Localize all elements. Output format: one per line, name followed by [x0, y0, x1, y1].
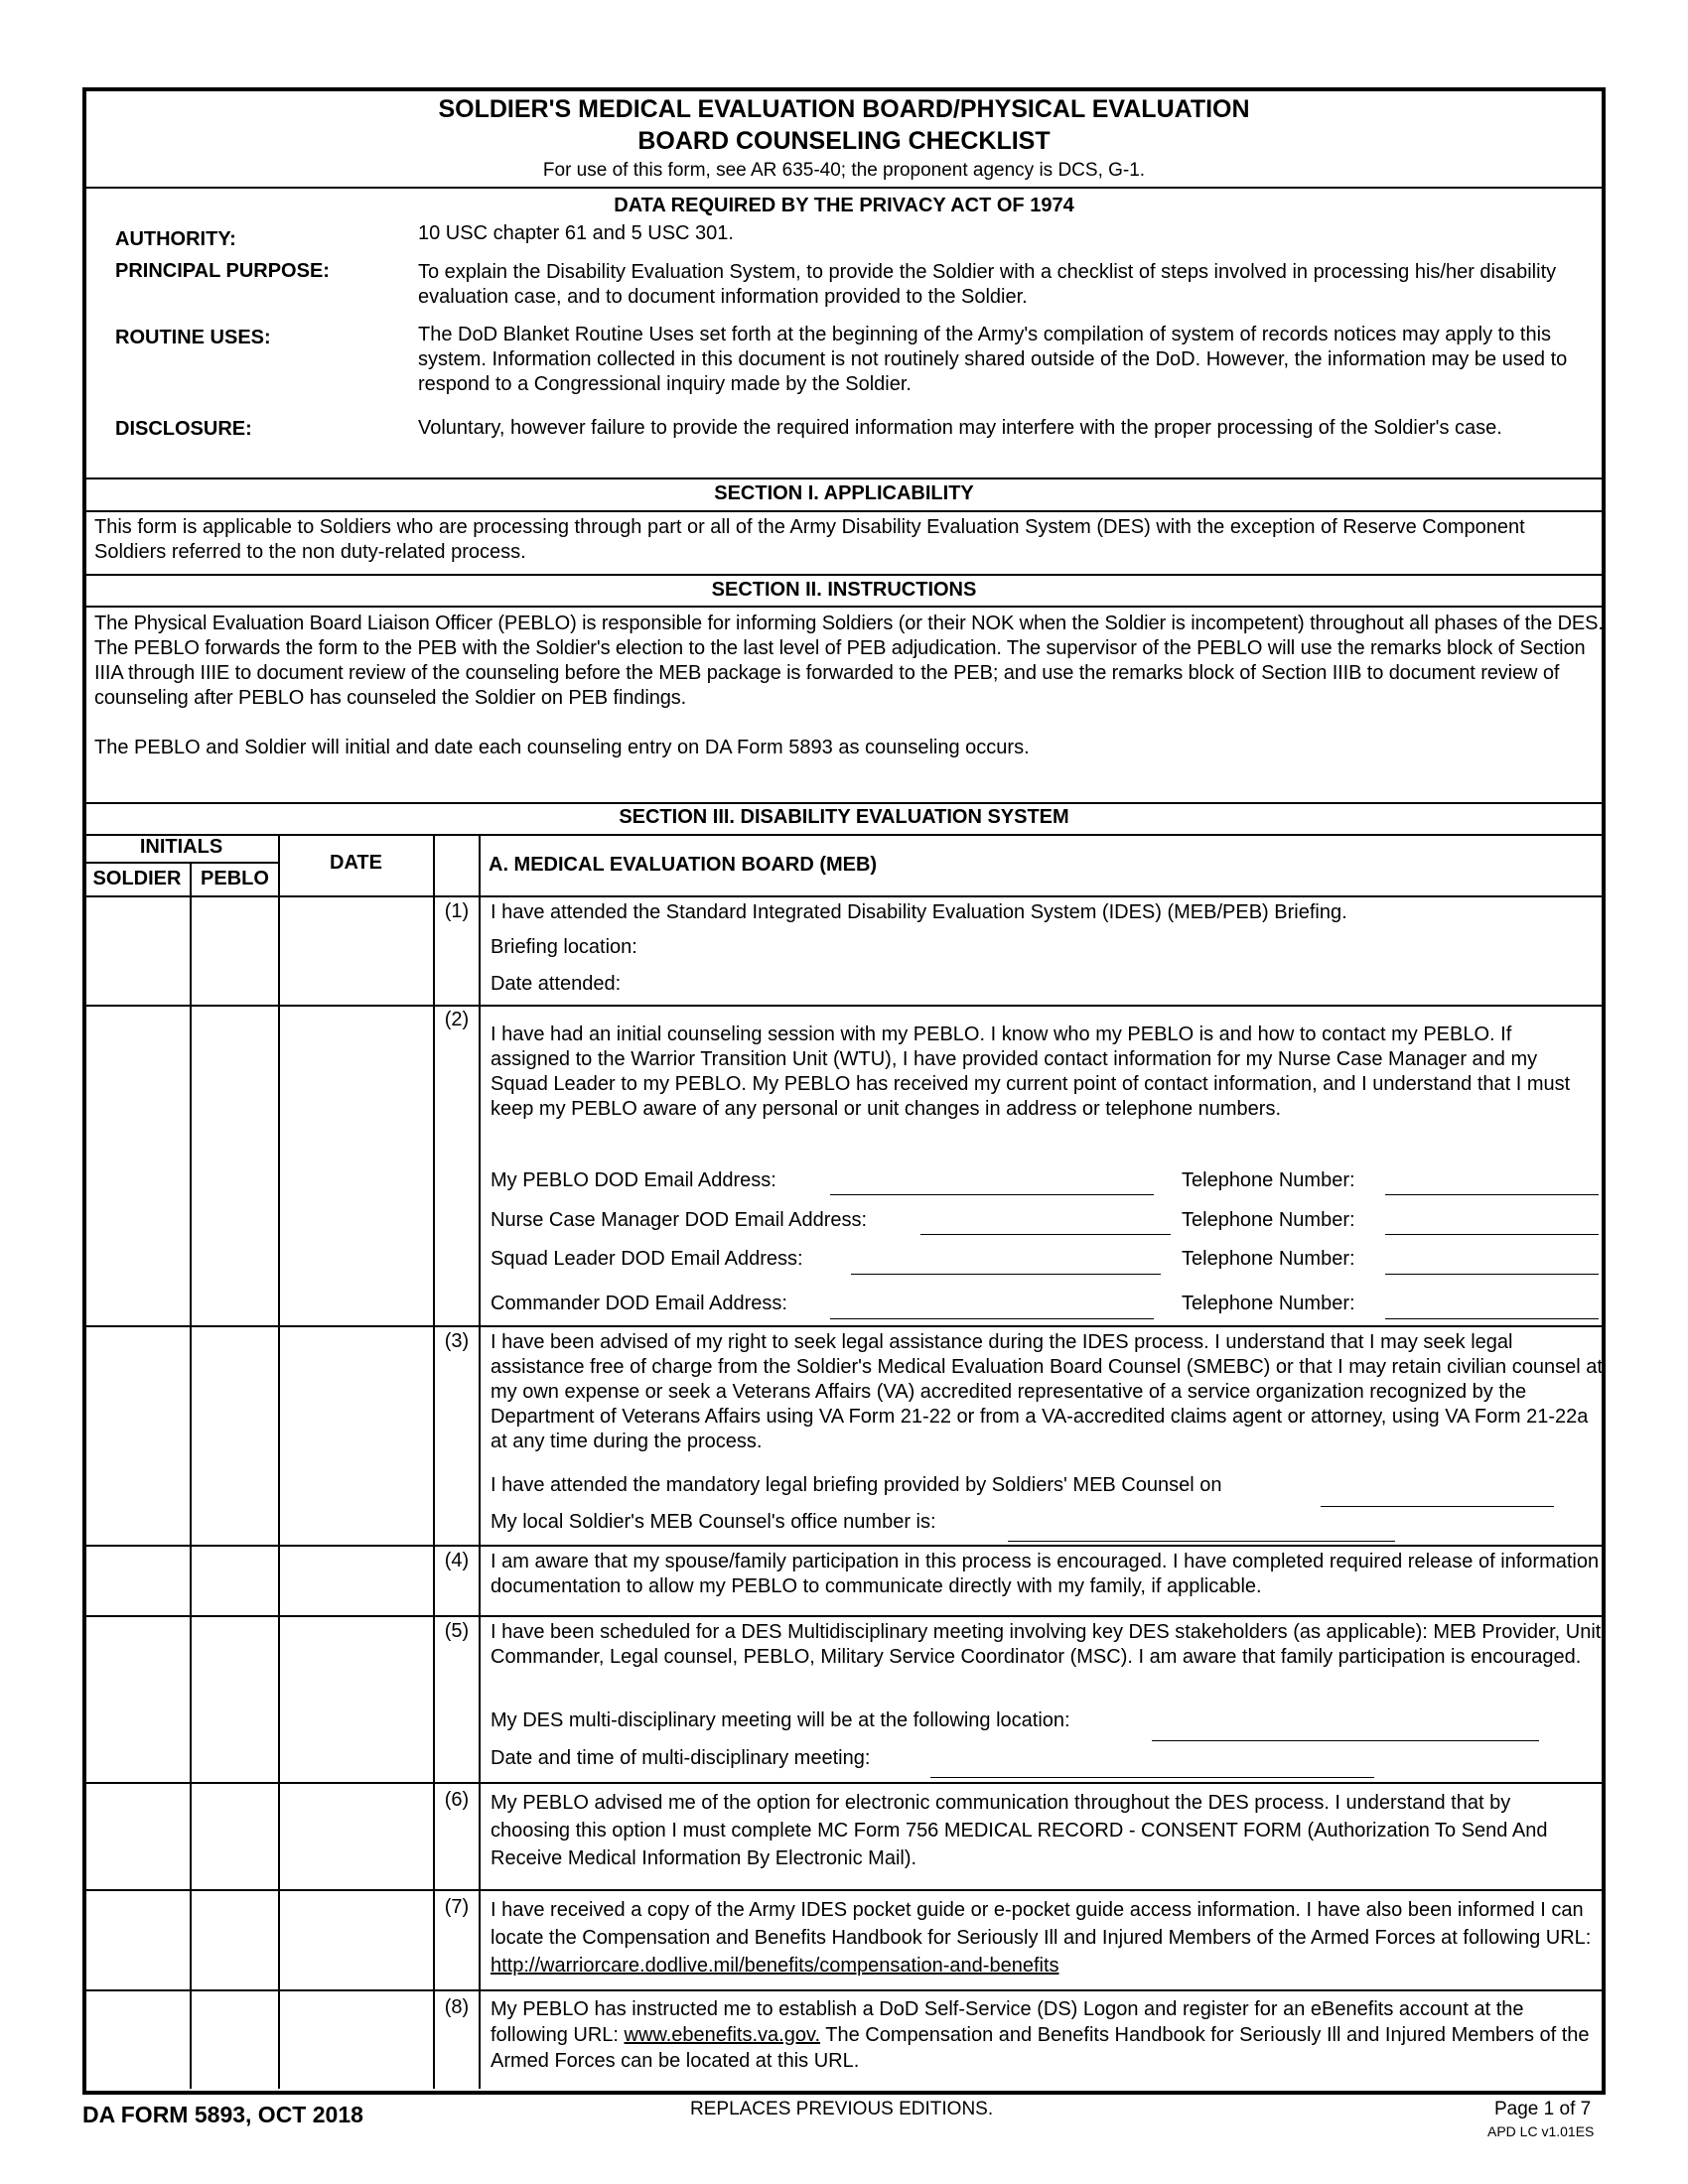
meeting-location-label: My DES multi-disciplinary meeting will be at the following location:	[491, 1709, 1070, 1731]
divider	[84, 1782, 1604, 1784]
divider	[84, 1325, 1604, 1327]
item-5-text: I have been scheduled for a DES Multidisciplinary meeting involving key DES stakeholders (as applicable): MEB Provider, Unit Commander, Legal counsel, PEBLO, Military Service Coordinator (MSC). I am aware that family participation is encouraged.	[491, 1621, 1602, 1668]
item-3-text: I have been advised of my right to seek legal assistance during the IDES process. I understand that I may seek legal assistance free of charge from the Soldier's Medical Evaluation Board Counsel (SMEBC) or that I may retain civilian counsel at my own expense or seek a Veterans Affairs (VA) accredited representative of a service organization recognized by the Department of Veterans Affairs using VA Form 21-22 or from a VA-accredited claims agent or attorney, using VA Form 21-22a at any time during the process.	[491, 1331, 1603, 1452]
meb-subheading: A. MEDICAL EVALUATION BOARD (MEB)	[489, 854, 878, 876]
routine-uses-text: The DoD Blanket Routine Uses set forth at the beginning of the Army's compilation of system of records notices may apply to this system. Information collected in this document is not routinely shared outside of the DoD. However, the information may be used to respond to a Congressional inquiry made by the Soldier.	[418, 324, 1568, 395]
nurse-email-field[interactable]	[920, 1234, 1171, 1235]
meeting-location-field[interactable]	[1152, 1740, 1539, 1741]
section2-text2: The PEBLO and Soldier will initial and date each counseling entry on DA Form 5893 as counseling occurs.	[94, 737, 1030, 758]
item-number: (3)	[444, 1330, 470, 1352]
soldier-header: SOLDIER	[92, 868, 182, 889]
telephone-label: Telephone Number:	[1182, 1169, 1355, 1191]
section3-heading: SECTION III. DISABILITY EVALUATION SYSTEM	[619, 806, 1069, 828]
divider	[84, 862, 278, 864]
commander-email-field[interactable]	[830, 1318, 1154, 1319]
item-number: (7)	[444, 1896, 470, 1918]
nurse-email-label: Nurse Case Manager DOD Email Address:	[491, 1209, 868, 1231]
authority-text: 10 USC chapter 61 and 5 USC 301.	[418, 222, 734, 244]
compensation-handbook-link[interactable]: http://warriorcare.dodlive.mil/benefits/compensation-and-benefits	[491, 1955, 1059, 1977]
divider	[84, 606, 1604, 608]
item-7-text: I have received a copy of the Army IDES pocket guide or e-pocket guide access information. I have also been informed I can locate the Compensation and Benefits Handbook for Seriously Ill and Injured Members of the Armed Forces at following URL: http://warriorcare.dodlive.mil/benefits/compensation-and-benefits	[491, 1899, 1592, 1977]
date-header: DATE	[330, 852, 382, 874]
squad-phone-field[interactable]	[1385, 1274, 1599, 1275]
purpose-label: PRINCIPAL PURPOSE:	[115, 260, 330, 282]
squad-email-label: Squad Leader DOD Email Address:	[491, 1248, 803, 1270]
disclosure-text: Voluntary, however failure to provide the required information may interfere with the proper processing of the Soldier's case.	[418, 417, 1502, 439]
soldier-initials-1[interactable]	[86, 897, 189, 1004]
telephone-label: Telephone Number:	[1182, 1209, 1355, 1231]
form-title-line1: SOLDIER'S MEDICAL EVALUATION BOARD/PHYSICAL EVALUATION	[438, 95, 1250, 123]
peblo-email-label: My PEBLO DOD Email Address:	[491, 1169, 776, 1191]
date-1[interactable]	[280, 897, 432, 1004]
peblo-email-field[interactable]	[830, 1194, 1154, 1195]
section1-text: This form is applicable to Soldiers who are processing through part or all of the Army Disability Evaluation System (DES) with the exception of Reserve Component Soldiers referred to the non duty-related process.	[94, 516, 1525, 563]
item-number: (6)	[444, 1789, 470, 1811]
legal-briefing-field[interactable]	[1321, 1506, 1554, 1507]
divider	[84, 574, 1604, 576]
telephone-label: Telephone Number:	[1182, 1293, 1355, 1314]
item-1-text: I have attended the Standard Integrated Disability Evaluation System (IDES) (MEB/PEB) Briefing.	[491, 901, 1347, 923]
briefing-location-label: Briefing location:	[491, 936, 637, 958]
form-subtitle: For use of this form, see AR 635-40; the proponent agency is DCS, G-1.	[542, 160, 1146, 181]
divider	[84, 478, 1604, 479]
form-version: APD LC v1.01ES	[1487, 2123, 1595, 2139]
squad-email-field[interactable]	[851, 1274, 1161, 1275]
peblo-header: PEBLO	[201, 868, 269, 889]
item-number: (2)	[444, 1009, 470, 1030]
form-title-line2: BOARD COUNSELING CHECKLIST	[637, 127, 1051, 155]
routine-uses-label: ROUTINE USES:	[115, 327, 271, 348]
legal-briefing-label: I have attended the mandatory legal briefing provided by Soldiers' MEB Counsel on	[491, 1474, 1222, 1496]
divider	[84, 510, 1604, 512]
divider	[84, 1545, 1604, 1547]
commander-phone-field[interactable]	[1385, 1318, 1599, 1319]
initials-header: INITIALS	[139, 836, 223, 858]
item-number: (1)	[444, 900, 470, 922]
item-6-text: My PEBLO advised me of the option for electronic communication throughout the DES process. I understand that by choosing this option I must complete MC Form 756 MEDICAL RECORD - CONSENT FORM (Authorization To Send And Receive Medical Information By Electronic Mail).	[491, 1792, 1548, 1869]
section2-text1: The Physical Evaluation Board Liaison Officer (PEBLO) is responsible for informing Soldiers (or their NOK when the Soldier is incompetent) throughout all phases of the DES. The PEBLO forwards the form to the PEB with the Soldier's election to the last level of PEB adjudication. The supervisor of the PEBLO will use the remarks block of Section IIIA through IIIE to document review of the counseling before the MEB package is forwarded to the PEB; and use the remarks block of Section IIIB to document review of counseling after PEBLO has counseled the Soldier on PEB findings.	[94, 613, 1604, 709]
page-number: Page 1 of 7	[1494, 2099, 1592, 2119]
divider	[84, 1989, 1604, 1991]
purpose-text: To explain the Disability Evaluation System, to provide the Soldier with a checklist of steps involved in processing his/her disability evaluation case, and to document information provided to the Soldier.	[418, 261, 1557, 308]
grid-line	[190, 862, 192, 2089]
divider	[84, 1615, 1604, 1617]
item-number: (8)	[444, 1996, 470, 2018]
divider	[84, 187, 1604, 189]
grid-line	[278, 834, 280, 2089]
peblo-initials-1[interactable]	[192, 897, 277, 1004]
divider	[84, 834, 1604, 836]
commander-email-label: Commander DOD Email Address:	[491, 1293, 787, 1314]
disclosure-label: DISCLOSURE:	[115, 418, 252, 440]
form-id: DA FORM 5893, OCT 2018	[82, 2102, 363, 2127]
date-attended-label: Date attended:	[491, 973, 622, 995]
office-number-label: My local Soldier's MEB Counsel's office number is:	[491, 1511, 936, 1533]
item-8-text: My PEBLO has instructed me to establish a DoD Self-Service (DS) Logon and register for an eBenefits account at the following URL: www.ebenefits.va.gov. The Compensation and Benefits Handbook for Seriously Ill and Injured Members of the Armed Forces can be located at this URL.	[491, 1998, 1590, 2072]
telephone-label: Telephone Number:	[1182, 1248, 1355, 1270]
meeting-date-field[interactable]	[930, 1777, 1374, 1778]
peblo-phone-field[interactable]	[1385, 1194, 1599, 1195]
divider	[84, 1889, 1604, 1891]
nurse-phone-field[interactable]	[1385, 1234, 1599, 1235]
divider	[84, 1005, 1604, 1007]
section2-heading: SECTION II. INSTRUCTIONS	[711, 579, 977, 601]
item-number: (5)	[444, 1620, 470, 1642]
office-number-field[interactable]	[1008, 1541, 1395, 1542]
privacy-heading: DATA REQUIRED BY THE PRIVACY ACT OF 1974	[614, 195, 1074, 216]
authority-label: AUTHORITY:	[115, 228, 236, 250]
item-4-text: I am aware that my spouse/family participation in this process is encouraged. I have completed required release of information documentation to allow my PEBLO to communicate directly with my family, if applicable.	[491, 1551, 1600, 1597]
divider	[84, 802, 1604, 804]
ebenefits-link[interactable]: www.ebenefits.va.gov.	[624, 2024, 821, 2046]
grid-line	[479, 834, 481, 2089]
section1-heading: SECTION I. APPLICABILITY	[714, 482, 974, 504]
meeting-date-label: Date and time of multi-disciplinary meeting:	[491, 1747, 871, 1769]
item-number: (4)	[444, 1550, 470, 1571]
replaces-note: REPLACES PREVIOUS EDITIONS.	[690, 2099, 994, 2119]
item-2-text: I have had an initial counseling session with my PEBLO. I know who my PEBLO is and how to contact my PEBLO. If assigned to the Warrior Transition Unit (WTU), I have provided contact information for my Nurse Case Manager and my Squad Leader to my PEBLO. My PEBLO has received my current point of contact information, and I understand that I must keep my PEBLO aware of any personal or unit changes in address or telephone numbers.	[491, 1024, 1571, 1120]
